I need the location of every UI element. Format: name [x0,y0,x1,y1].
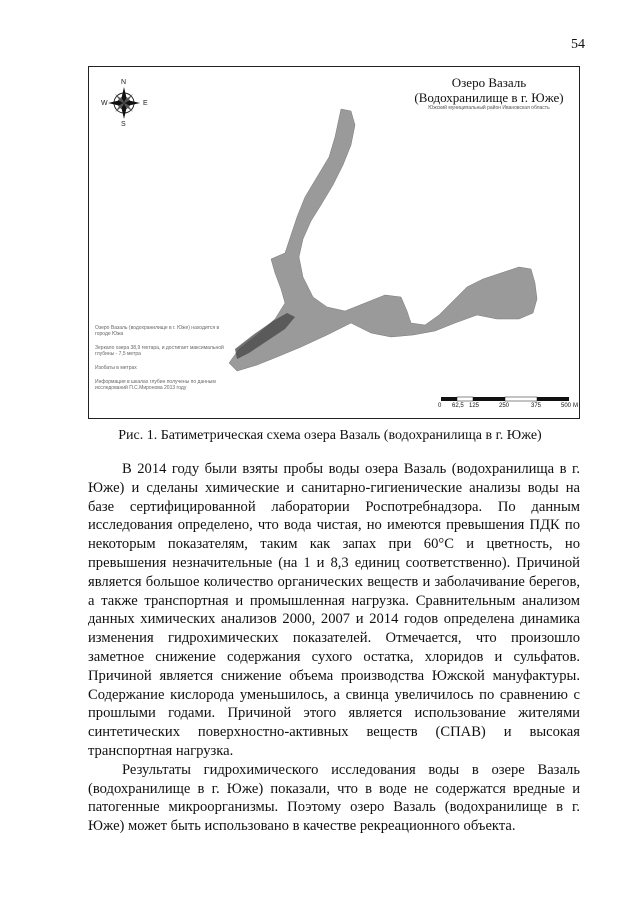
scale-bar-graphic [441,397,569,401]
scale-label: 62,5 [452,403,464,409]
legend-item: Озеро Вазаль (водохранилище в г. Юже) находится в городе Южа [95,325,220,337]
compass-west-label: W [101,100,108,107]
map-legend [95,325,225,399]
legend-item: Изобаты в метрах [95,365,137,371]
legend-item: Зеркало озера 38,9 гектара, и достигает максимальной глубины - 7,5 метра [95,345,224,357]
scale-label: 0 [438,403,442,409]
compass-south-label: S [121,121,126,128]
map-title: Озеро Вазаль [451,75,527,90]
paragraph: В 2014 году были взяты пробы воды озера Вазаль (водохранилища в г. Юже) и сделаны химические и санитарно-гигиенические анализы воды на базе сертифицированной лаборатории Роспотребнадзора. По данным исследования определено, что вода чистая, но имеются превышения ПДК по некоторым показателям, таким как запах при 60°С и цветность, но превышения незначительные (на 1 и 8,3 единиц соответственно). Причиной является большое количество органических веществ и заболачивание берегов, а также транспортная и промышленная нагрузка. Сравнительным анализом данных химических анализов 2000, 2007 и 2014 годов определена динамика изменения гидрохимических показателей. Отмечается, что произошло заметное снижение содержания сухого остатка, хлоридов и сульфатов. Причиной является снижение объема производства Южской мануфактуры. Содержание кислорода уменьшилось, а свинца увеличилось по сравнению с прошлыми годами. Причиной этого является использование жителями синтетических поверхностно-активных веществ (СПАВ) и высокая транспортная нагрузка. [88,461,580,759]
compass-east-label: E [143,100,148,107]
compass-rose-icon [108,87,140,119]
legend-item: Информация в шкалах глубин получены по данным исследований П.С.Миронова 2013 году [95,379,216,391]
map-title-block [409,75,569,111]
scale-unit: M [573,403,578,409]
scale-label: 250 [499,403,510,409]
compass-north-label: N [121,79,127,86]
bathymetric-map-figure [88,66,580,419]
map-subtitle: (Водохранилище в г. Юже) [414,90,564,105]
scale-labels [439,403,579,413]
scale-label: 500 [561,403,572,409]
paragraph: Результаты гидрохимического исследования воды в озере Вазаль (водохранилище в г. Юже) показали, что в воде не содержатся вредные и патогенные микроорганизмы. Поэтому озеро Вазаль (водохранилище в г. Юже) может быть использовано в качестве рекреационного объекта. [88,761,580,835]
scale-label: 125 [469,403,480,409]
map-note: Южский муниципальный район Ивановская область [428,105,550,111]
figure-caption: Рис. 1. Батиметрическая схема озера Вазаль (водохранилища в г. Юже) [118,428,542,443]
scale-label: 375 [531,403,542,409]
body-text [88,460,580,836]
page-number: 54 [571,37,585,52]
